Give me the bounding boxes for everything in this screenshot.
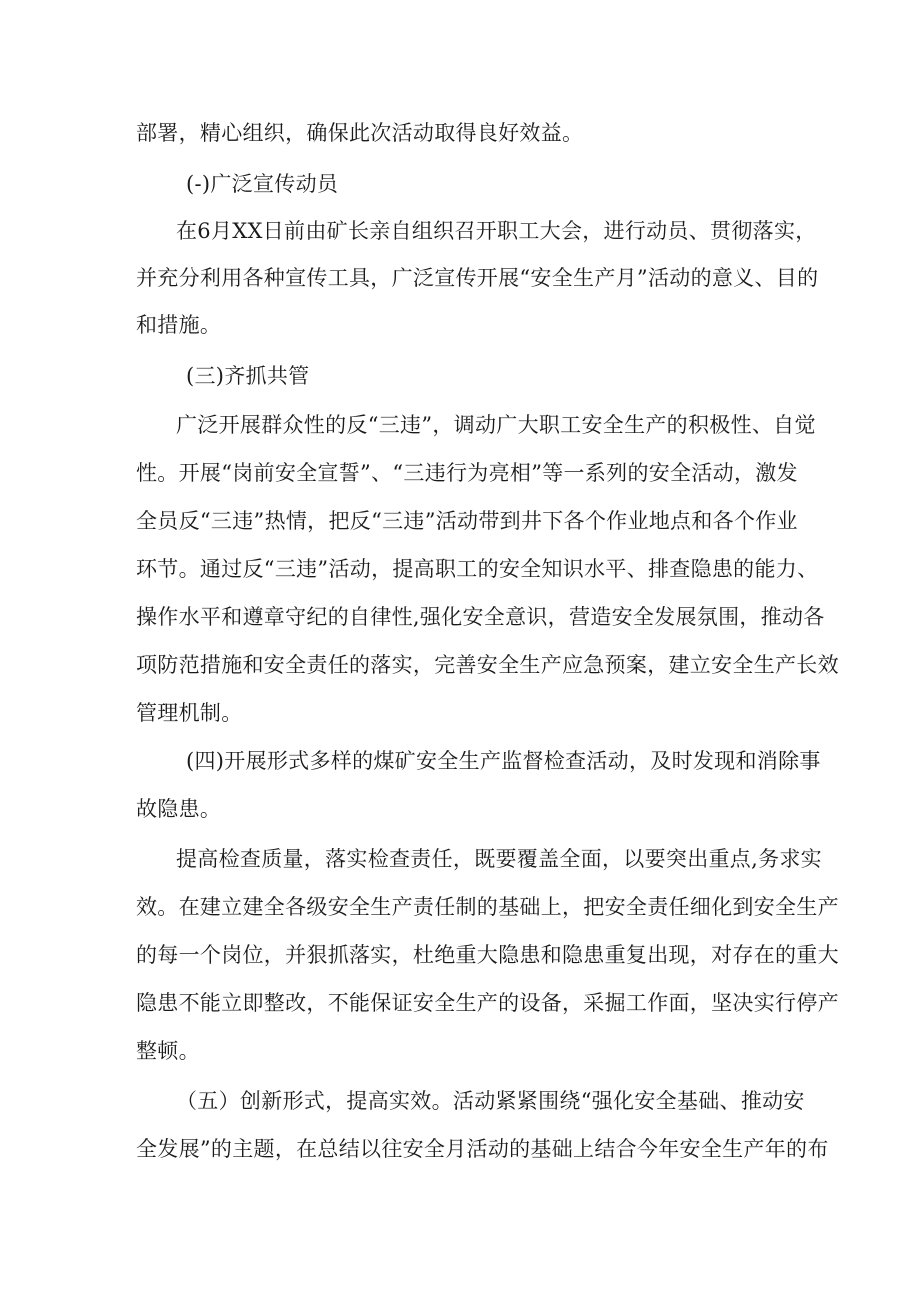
- text-line: 环节。通过反“三违”活动，提高职工的安全知识水平、排查隐患的能力、: [136, 557, 819, 581]
- section-heading-1: (-)广泛宣传动员: [186, 172, 339, 196]
- text-line: 全员反“三违”热情，把反“三违”活动带到井下各个作业地点和各个作业: [136, 509, 798, 533]
- text-line: 全发展”的主题，在总结以往安全月活动的基础上结合今年安全生产年的布: [136, 1137, 829, 1161]
- section-heading-4: (四)开展形式多样的煤矿安全生产监督检查活动，及时发现和消除事: [186, 749, 821, 773]
- text-line: 操作水平和遵章守纪的自律性,强化安全意识，营造安全发展氛围，推动各: [136, 605, 825, 629]
- text-line: 广泛开展群众性的反“三违”，调动广大职工安全生产的积极性、自觉: [176, 413, 816, 437]
- text-line: 隐患不能立即整改，不能保证安全生产的设备，采掘工作面，坚决实行停产: [136, 991, 839, 1015]
- text-line-closing: 部署，精心组织，确保此次活动取得良好效益。: [136, 121, 584, 145]
- text-line: 提高检查质量，落实检查责任，既要覆盖全面，以要突出重点,务求实: [176, 847, 822, 871]
- section-heading-3: (三)齐抓共管: [186, 364, 310, 388]
- section-heading-5: （五）创新形式，提高实效。活动紧紧围绕“强化安全基础、推动安: [176, 1089, 805, 1113]
- text-line: 整顿。: [136, 1039, 200, 1063]
- text-line: 故隐患。: [136, 797, 222, 821]
- text-line: 和措施。: [136, 313, 222, 337]
- text-line: 的每一个岗位，并狠抓落实，杜绝重大隐患和隐患重复出现，对存在的重大: [136, 943, 839, 967]
- text-line: 项防范措施和安全责任的落实，完善安全生产应急预案，建立安全生产长效: [136, 653, 839, 677]
- text-line: 效。在建立建全各级安全生产责任制的基础上，把安全责任细化到安全生产: [136, 895, 839, 919]
- text-line: 管理机制。: [136, 701, 243, 725]
- text-line: 性。开展“岗前安全宣誓”、“三违行为亮相”等一系列的安全活动，激发: [136, 461, 798, 485]
- text-line: 在6月XX日前由矿长亲自组织召开职工大会，进行动员、贯彻落实，: [176, 219, 817, 243]
- text-line: 并充分利用各种宣传工具，广泛宣传开展“安全生产月”活动的意义、目的: [136, 266, 819, 290]
